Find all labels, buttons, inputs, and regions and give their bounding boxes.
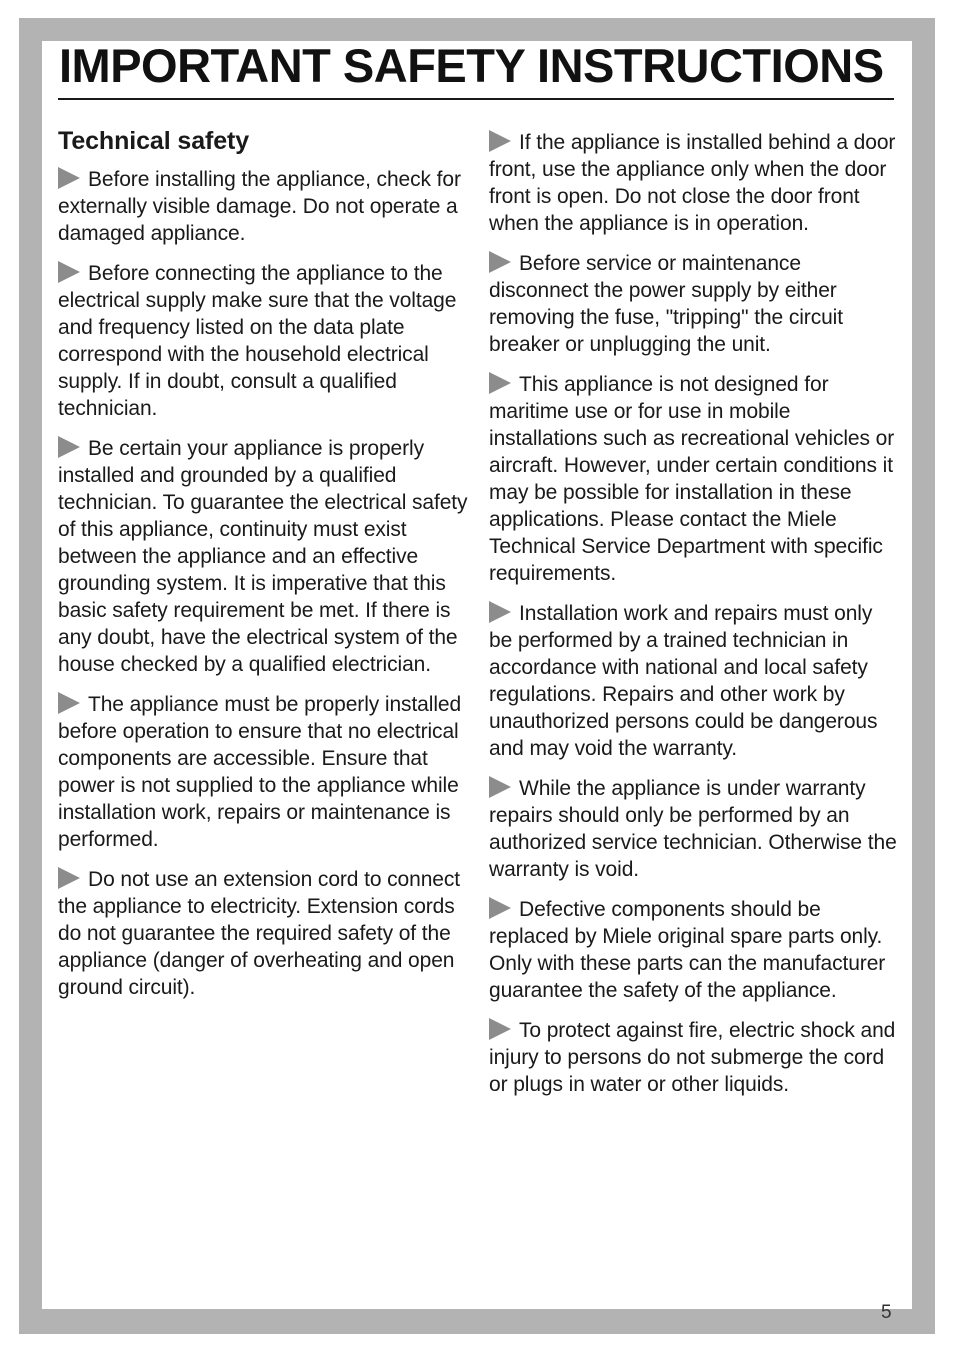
safety-item — [58, 260, 468, 422]
triangle-right-icon — [58, 167, 80, 189]
triangle-right-icon — [58, 261, 80, 283]
page-number: 5 — [881, 1302, 892, 1323]
safety-item — [489, 600, 901, 762]
safety-item-text: The appliance must be properly installed before operation to ensure that no electrical components are accessible. Ensure that power is not supplied to the appliance while installation work, repairs or maintenance is performed. — [58, 693, 462, 851]
safety-item-text: Before service or maintenance disconnect the power supply by either removing the fuse, "tripping" the circuit breaker or unplugging the unit. — [489, 252, 843, 356]
safety-item-text: If the appliance is installed behind a door front, use the appliance only when the door front is open. Do not close the door front when the appliance is in operation. — [489, 131, 896, 235]
triangle-right-icon — [489, 601, 511, 623]
safety-item-text: This appliance is not designed for maritime use or for use in mobile installations such as recreational vehicles or aircraft. However, under certain conditions it may be possible for installation in these applications. Please contact the Miele Technical Service Department with specific requirements. — [489, 373, 895, 585]
safety-item — [489, 250, 901, 358]
safety-item — [489, 775, 901, 883]
triangle-right-icon — [58, 436, 80, 458]
triangle-right-icon — [489, 776, 511, 798]
safety-item-text: Do not use an extension cord to connect the appliance to electricity. Extension cords do not guarantee the required safety of the appliance (danger of overheating and open ground circuit). — [58, 868, 461, 999]
safety-item-text: Installation work and repairs must only be performed by a trained technician in accordance with national and local safety regulations. Repairs and other work by unauthorized persons could be dangerous and may void the warranty. — [489, 602, 878, 760]
safety-item-text: While the appliance is under warranty repairs should only be performed by an authorized service technician. Otherwise the warranty is void. — [489, 777, 897, 881]
left-column — [58, 126, 468, 1014]
page-title: IMPORTANT SAFETY INSTRUCTIONS — [59, 39, 884, 92]
safety-item — [58, 435, 468, 678]
safety-item-text: Defective components should be replaced by Miele original spare parts only. Only with these parts can the manufacturer guarantee the safety of the appliance. — [489, 898, 886, 1002]
safety-item — [489, 1017, 901, 1098]
triangle-right-icon — [58, 867, 80, 889]
safety-item-text: Before installing the appliance, check for externally visible damage. Do not operate a damaged appliance. — [58, 168, 461, 245]
triangle-right-icon — [489, 130, 511, 152]
triangle-right-icon — [489, 897, 511, 919]
triangle-right-icon — [489, 1018, 511, 1040]
safety-item — [58, 691, 468, 853]
safety-item — [58, 166, 468, 247]
safety-item — [489, 371, 901, 587]
triangle-right-icon — [489, 251, 511, 273]
triangle-right-icon — [489, 372, 511, 394]
safety-item — [489, 129, 901, 237]
safety-item-text: Be certain your appliance is properly installed and grounded by a qualified technician. To guarantee the electrical safety of this appliance, continuity must exist between the appliance and an effective grounding system. It is imperative that this basic safety requirement be met. If there is any doubt, have the electrical system of the house checked by a qualified electrician. — [58, 437, 468, 676]
safety-item-text: To protect against fire, electric shock and injury to persons do not submerge the cord or plugs in water or other liquids. — [489, 1019, 896, 1096]
triangle-right-icon — [58, 692, 80, 714]
safety-item-text: Before connecting the appliance to the electrical supply make sure that the voltage and frequency listed on the data plate correspond with the household electrical supply. If in doubt, consult a qualified technician. — [58, 262, 457, 420]
title-divider — [58, 98, 894, 100]
right-column — [489, 129, 901, 1111]
safety-item — [58, 866, 468, 1001]
safety-item — [489, 896, 901, 1004]
section-heading: Technical safety — [58, 127, 250, 155]
